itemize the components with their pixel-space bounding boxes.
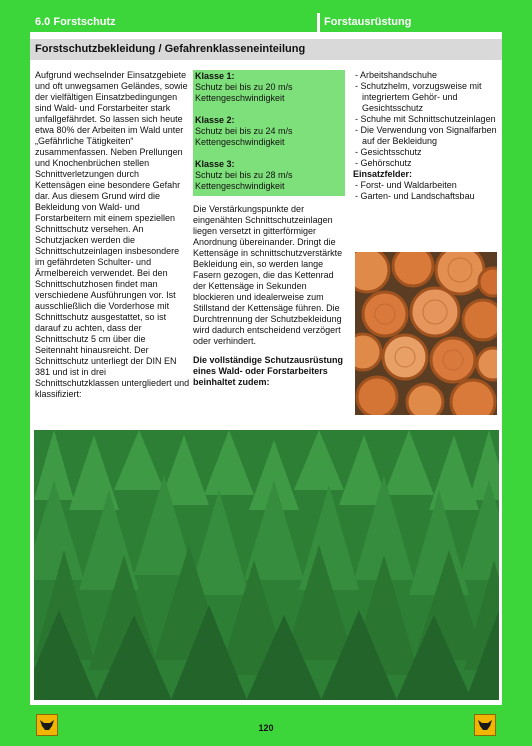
class-description: Schutz bei bis zu 24 m/s Kettengeschwindigkeit — [195, 126, 293, 147]
equipment-list — [353, 70, 501, 169]
class-title: Klasse 1: — [195, 71, 235, 81]
class-title: Klasse 3: — [195, 159, 235, 169]
list-item: - Garten- und Landschaftsbau — [355, 191, 475, 201]
class-description: Schutz bei bis zu 20 m/s Kettengeschwindigkeit — [195, 82, 293, 103]
list-item: - Arbeitshandschuhe — [355, 70, 438, 80]
intro-text-column — [35, 70, 190, 400]
protection-class-3 — [195, 159, 343, 192]
protection-class-2 — [195, 115, 343, 148]
category-header: Forstausrüstung — [320, 13, 502, 32]
list-item: - Forst- und Waldarbeiten — [355, 180, 457, 190]
list-item: - Gehörschutz — [355, 158, 412, 168]
list-item: - Schutzhelm, vorzugsweise mit integriertem Gehör- und Gesichtsschutz — [355, 81, 482, 113]
einsatz-title: Einsatzfelder: — [353, 169, 413, 179]
class-description: Schutz bei bis zu 28 m/s Kettengeschwindigkeit — [195, 170, 293, 191]
list-item: - Die Verwendung von Signalfarben auf der Bekleidung — [355, 125, 497, 146]
list-item: - Schuhe mit Schnittschutzeinlagen — [355, 114, 496, 124]
middle-column — [193, 70, 345, 388]
protection-classes-box — [193, 70, 345, 196]
section-title: Forstschutzbekleidung / Gefahrenklasseneinteilung — [30, 39, 502, 60]
forest-photo — [34, 430, 499, 700]
list-item: - Gesichtsschutz — [355, 147, 422, 157]
equipment-column — [353, 70, 501, 202]
log-ends-illustration — [355, 252, 497, 415]
chapter-header: 6.0 Forstschutz — [30, 13, 317, 32]
conifer-forest-illustration — [34, 430, 499, 700]
page-number: 120 — [258, 723, 274, 733]
log-pile-photo — [355, 252, 497, 415]
reinforcement-paragraph: Die Verstärkungspunkte der eingenähten Schnittschutzeinlagen liegen versetzt in gitterförmiger Anordnung übereinander. Dringt die Kettensäge in schnittschutzverstärkte Bekleidung ein, so werden lange Fasern gezogen, die das Kettenrad der Kettensäge in Sekunden blockieren und idealerweise zum Stillstand der Kettensäge führen. Die Durchtrennung der Schutzbekleidung wird dadurch entscheidend verzögert oder verhindert. — [193, 204, 343, 346]
protection-class-1 — [195, 71, 343, 104]
intro-paragraph: Aufgrund wechselnder Einsatzgebiete und oft unwegsamen Geländes, sowie der vielfältigen Einsatzbedingungen sind Wald- und Forstarbeiter stark unfallgefährdet. So lassen sich heute etwa 80% der Arbeiten im Wald unter „Gefährliche Tätigkeiten“ zusammenfassen. Neben Prellungen und Knochenbrüchen stellen Schnittverletzungen durch Kettensägen eine besondere Gefahr dar. Aus diesem Grund wird die Bekleidung von Wald- und Forstarbeitern mit einem speziellen Schnittschutz versehen. An Schutzjacken werden die Schnittschutzeinlagen insbesondere im gefährdeten Schulter- und Ärmelbereich verwendet. Bei den Schnittschutzhosen findet man verschiedene Ausführungen vor. Ist ausschließlich die Vorderhose mit Schnittschutz ausgestattet, so ist darauf zu achten, dass der Schnittschutz 5 cm über die Seitennaht hinausreicht. Der Schnittschutz unterliegt der DIN EN 381 und ist in drei Schnittschutzklassen untergliedert und klassifiziert: — [35, 70, 190, 399]
einsatz-list — [353, 180, 501, 202]
class-title: Klasse 2: — [195, 115, 235, 125]
equipment-intro: Die vollständige Schutzausrüstung eines Wald- oder Forstarbeiters beinhaltet zudem: — [193, 355, 344, 387]
